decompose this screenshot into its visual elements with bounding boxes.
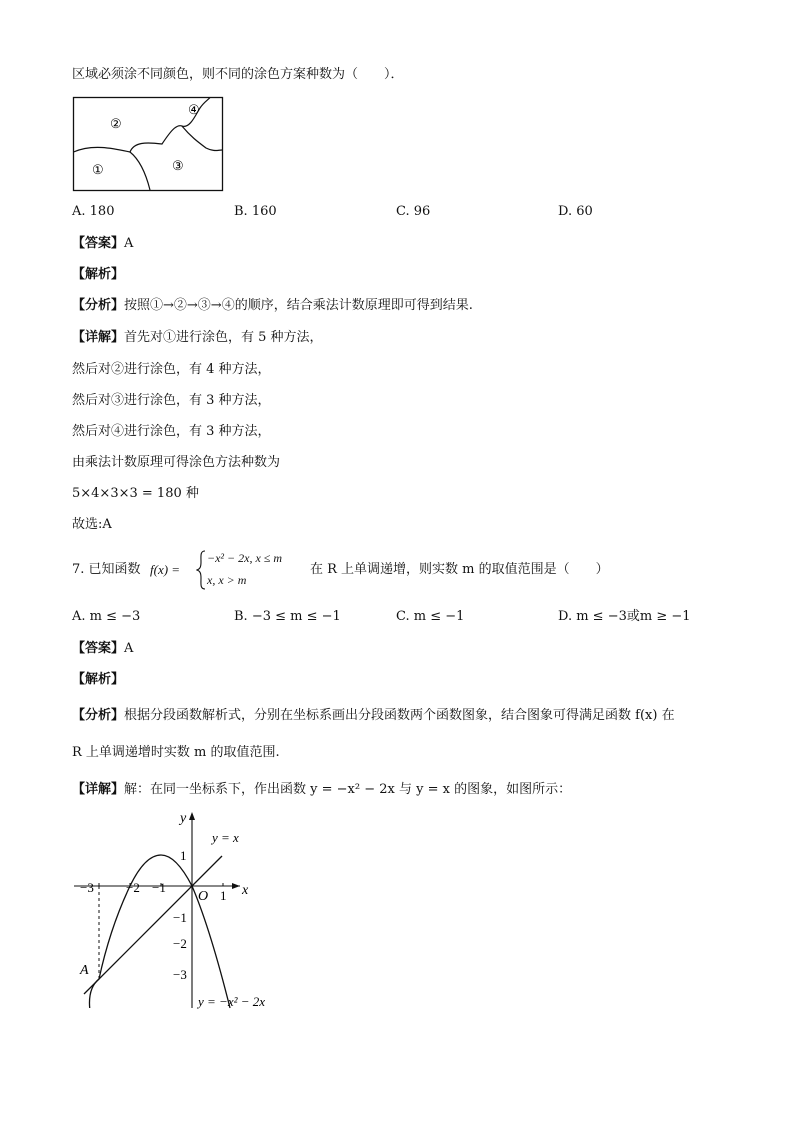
detail-tag: 【详解】 xyxy=(72,330,125,345)
x-tick-label: −1 xyxy=(152,880,166,895)
x-tick-label: −2 xyxy=(126,880,140,895)
q6-option-b: B. 160 xyxy=(234,204,277,219)
q7-fenxi-line-1 xyxy=(72,707,675,725)
line-label: y = x xyxy=(212,830,239,845)
y-tick-label: −2 xyxy=(173,936,187,951)
q7-case-1: −x² − 2x, x ≤ m xyxy=(207,551,283,565)
origin-label: O xyxy=(198,889,209,904)
point-a-label: A xyxy=(80,963,89,978)
x-tick-label: −3 xyxy=(80,880,94,895)
parabola-curve xyxy=(89,855,230,1008)
q7-analysis-tag: 【解析】 xyxy=(72,672,125,687)
q7-detail-line xyxy=(72,781,571,799)
q7-case-2: x, x > m xyxy=(207,573,247,587)
q7-option-b: B. −3 ≤ m ≤ −1 xyxy=(234,609,341,624)
detail-text: 解：在同一坐标系下，作出函数 y = −x² − 2x 与 y = x 的图象，如图所示： xyxy=(124,782,572,797)
fenxi-text: 按照①→②→③→④的顺序，结合乘法计数原理即可得到结果. xyxy=(124,298,473,313)
q6-detail-line-7: 故选:A xyxy=(72,517,112,532)
q7-stem-suffix: 在 R 上单调递增，则实数 m 的取值范围是（ ） xyxy=(310,562,609,577)
q6-detail-line-3: 然后对③进行涂色，有 3 种方法， xyxy=(72,393,271,408)
answer-value: A xyxy=(124,236,134,251)
q6-option-c: C. 96 xyxy=(396,204,431,219)
map-label-2: ② xyxy=(110,116,122,131)
q6-detail-line-1 xyxy=(72,329,323,347)
fenxi-text: 根据分段函数解析式，分别在坐标系画出分段函数两个函数图象，结合图象可得满足函数 f(x) 在 xyxy=(124,708,675,723)
fenxi-tag: 【分析】 xyxy=(72,708,125,723)
detail-text: 首先对①进行涂色，有 5 种方法， xyxy=(124,330,323,345)
q6-detail-line-2: 然后对②进行涂色，有 4 种方法， xyxy=(72,362,271,377)
q6-detail-line-4: 然后对④进行涂色，有 3 种方法， xyxy=(72,424,271,439)
q7-option-d: D. m ≤ −3或m ≥ −1 xyxy=(558,609,691,624)
q6-option-a: A. 180 xyxy=(72,204,115,219)
y-tick-label: −3 xyxy=(173,967,187,982)
line-y-equals-x xyxy=(84,856,222,994)
q7-answer-line xyxy=(72,640,133,658)
q6-stem-tail: 区域必须涂不同颜色，则不同的涂色方案种数为（ ）． xyxy=(72,67,404,82)
map-label-4: ④ xyxy=(188,102,200,117)
y-tick-label: −1 xyxy=(173,910,187,925)
q6-fenxi-line xyxy=(72,297,473,315)
q6-detail-line-6: 5×4×3×3 = 180 种 xyxy=(72,486,199,501)
q6-option-d: D. 60 xyxy=(558,204,593,219)
map-label-3: ③ xyxy=(172,158,184,173)
answer-tag: 【答案】 xyxy=(72,641,125,656)
answer-tag: 【答案】 xyxy=(72,236,125,251)
q6-detail-line-5: 由乘法计数原理可得涂色方法种数为 xyxy=(72,455,281,470)
parabola-label: y = −x² − 2x xyxy=(198,994,266,1009)
fenxi-tag: 【分析】 xyxy=(72,298,125,313)
y-tick-label: 1 xyxy=(180,848,187,863)
x-axis-arrow xyxy=(232,883,240,889)
q6-answer-line xyxy=(72,235,133,253)
y-axis-label: y xyxy=(180,811,187,826)
q7-option-a: A. m ≤ −3 xyxy=(72,609,141,624)
q7-option-c: C. m ≤ −1 xyxy=(396,609,465,624)
x-tick-label: 1 xyxy=(220,888,227,903)
answer-value: A xyxy=(124,641,134,656)
x-axis-label: x xyxy=(242,883,249,898)
map-label-1: ① xyxy=(92,162,104,177)
region-map-figure xyxy=(72,96,224,192)
q7-prefix: 7. 已知函数 xyxy=(72,562,141,577)
detail-tag: 【详解】 xyxy=(72,782,125,797)
q7-function-name: f(x) = xyxy=(150,562,181,577)
piecewise-brace xyxy=(196,550,206,590)
q6-analysis-tag: 【解析】 xyxy=(72,267,125,282)
function-graph xyxy=(70,808,300,1013)
q7-fenxi-line-2: R 上单调递增时实数 m 的取值范围. xyxy=(72,745,280,760)
y-axis-arrow xyxy=(189,812,195,820)
